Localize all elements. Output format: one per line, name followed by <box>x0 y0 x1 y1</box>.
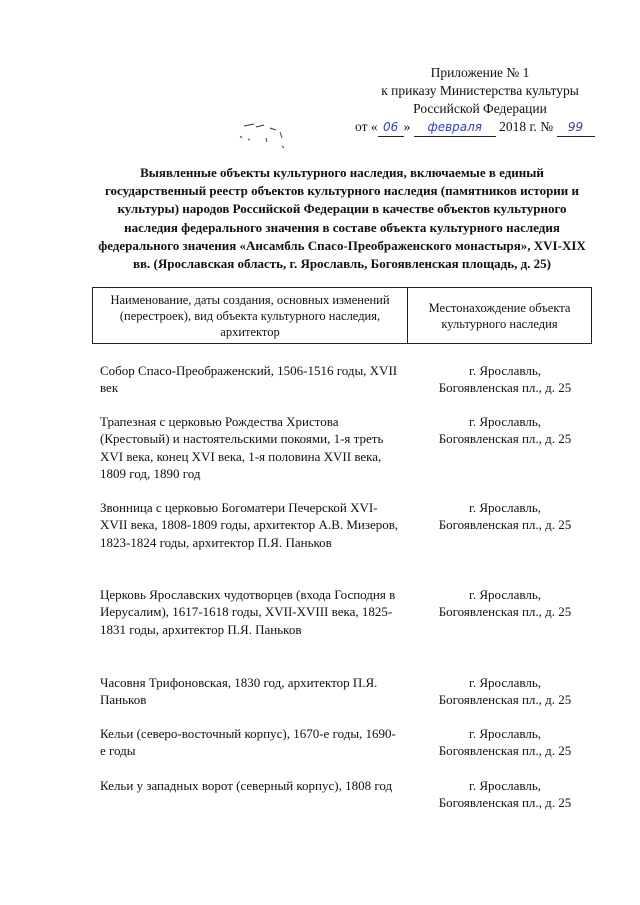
order-year: 2018 г. № <box>499 119 554 134</box>
table-header-location: Местонахождение объекта культурного наследия <box>428 300 571 331</box>
location-address: Богоявленская пл., д. 25 <box>438 795 572 811</box>
handwritten-mark-icon <box>236 118 296 154</box>
object-location <box>416 413 594 448</box>
location-city: г. Ярославль, <box>468 675 542 690</box>
location-city: г. Ярославль, <box>468 414 542 429</box>
appendix-header <box>340 64 620 118</box>
order-day-handwritten: 06 <box>378 118 404 137</box>
location-address: Богоявленская пл., д. 25 <box>438 743 572 759</box>
appendix-line-1: Приложение № 1 <box>430 65 530 80</box>
object-location <box>416 777 594 812</box>
object-name: Собор Спасо-Преображенский, 1506-1516 годы, XVII век <box>100 363 398 396</box>
appendix-line-2: к приказу Министерства культуры <box>381 83 579 98</box>
object-location <box>416 586 594 621</box>
order-prefix: от « <box>355 119 378 134</box>
location-address: Богоявленская пл., д. 25 <box>438 380 572 396</box>
location-city: г. Ярославль, <box>468 587 542 602</box>
object-name: Церковь Ярославских чудотворцев (входа Господня в Иерусалим), 1617-1618 годы, XVII-XVIII века, 1825-1831 годы, архитектор П.Я. Паньков <box>100 587 396 637</box>
location-city: г. Ярославль, <box>468 500 542 515</box>
location-address: Богоявленская пл., д. 25 <box>438 604 572 620</box>
object-name: Кельи (северо-восточный корпус), 1670-е годы, 1690-е годы <box>100 726 396 759</box>
order-mid: » <box>403 119 411 134</box>
object-location <box>416 674 594 709</box>
order-date-line <box>355 118 595 137</box>
object-location <box>416 499 594 534</box>
table-header <box>92 287 592 344</box>
object-location <box>416 725 594 760</box>
location-address: Богоявленская пл., д. 25 <box>438 692 572 708</box>
location-city: г. Ярославль, <box>468 726 542 741</box>
location-city: г. Ярославль, <box>468 778 542 793</box>
order-month-handwritten: февраля <box>414 118 496 137</box>
order-number-handwritten: 99 <box>557 118 595 137</box>
document-title: Выявленные объекты культурного наследия, включаемые в единый государственный реестр объектов культурного наследия (памятников истории и культуры) народов Российской Федерации в качестве объектов культурного наследия федерального значения в составе объекта культурного наследия федерального значения «Ансамбль Спасо-Преображенского монастыря», XVI-XIX вв. (Ярославская область, г. Ярославль, Богоявленская площадь, д. 25) <box>98 165 586 272</box>
location-address: Богоявленская пл., д. 25 <box>438 431 572 447</box>
object-name: Часовня Трифоновская, 1830 год, архитектор П.Я. Паньков <box>100 675 378 708</box>
object-name: Трапезная с церковью Рождества Христова (Крестовый) и настоятельскими покоями, 1-я треть XVI века, конец XVI века, 1-я половина XVII века, 1809 год, 1890 год <box>100 414 384 482</box>
table-header-name: Наименование, даты создания, основных изменений (перестроек), вид объекта культурного наследия, архитектор <box>93 288 408 343</box>
location-address: Богоявленская пл., д. 25 <box>438 517 572 533</box>
object-location <box>416 362 594 397</box>
appendix-line-3: Российской Федерации <box>413 101 547 116</box>
location-city: г. Ярославль, <box>468 363 542 378</box>
object-name: Кельи у западных ворот (северный корпус), 1808 год <box>100 778 393 793</box>
object-name: Звонница с церковью Богоматери Печерской XVI-XVII века, 1808-1809 годы, архитектор А.В. Мизеров, 1823-1824 годы, архитектор П.Я. Паньков <box>100 500 399 550</box>
